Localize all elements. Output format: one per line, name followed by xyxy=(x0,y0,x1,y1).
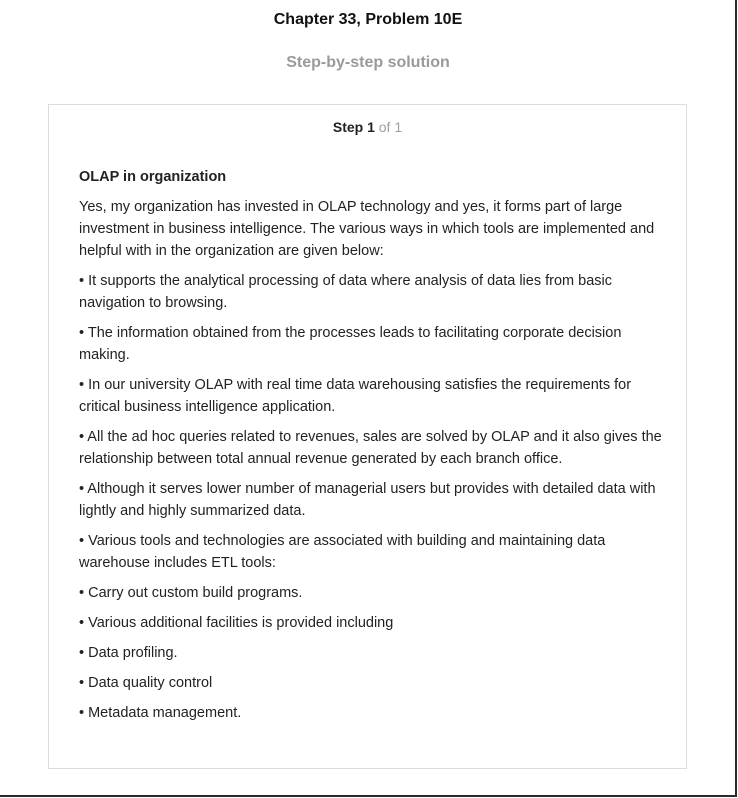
page-title: Chapter 33, Problem 10E xyxy=(273,11,463,28)
bullet-item: • Metadata management. xyxy=(79,705,242,721)
bullet-item: • The information obtained from the processes leads to facilitating corporate decision making. xyxy=(79,325,622,363)
solution-subtitle: Step-by-step solution xyxy=(286,54,450,71)
bullet-item: • Carry out custom build programs. xyxy=(79,585,303,601)
step-label: Step 1 xyxy=(332,119,375,135)
step-count: of 1 xyxy=(378,119,403,135)
bullet-item: • Various tools and technologies are associated with building and maintaining data warehouse includes ETL tools: xyxy=(79,533,606,571)
bullet-item: • Although it serves lower number of managerial users but provides with detailed data with lightly and highly summarized data. xyxy=(79,481,656,519)
section-heading: OLAP in organization xyxy=(79,169,227,185)
bullet-item: • Various additional facilities is provided including xyxy=(79,615,394,631)
bullet-item: • All the ad hoc queries related to revenues, sales are solved by OLAP and it also gives the relationship between total annual revenue generated by each branch office. xyxy=(79,429,662,467)
intro-paragraph: Yes, my organization has invested in OLAP technology and yes, it forms part of large investment in business intelligence. The various ways in which tools are implemented and helpful with in the organization are given below: xyxy=(79,199,655,259)
bullet-item: • In our university OLAP with real time data warehousing satisfies the requirements for critical business intelligence application. xyxy=(79,377,632,415)
bullet-item: • Data quality control xyxy=(79,675,213,691)
step-header xyxy=(49,119,686,135)
bullet-item: • It supports the analytical processing of data where analysis of data lies from basic navigation to browsing. xyxy=(79,273,612,311)
step-body xyxy=(79,166,669,732)
step-card xyxy=(48,104,687,769)
bullet-item: • Data profiling. xyxy=(79,645,178,661)
